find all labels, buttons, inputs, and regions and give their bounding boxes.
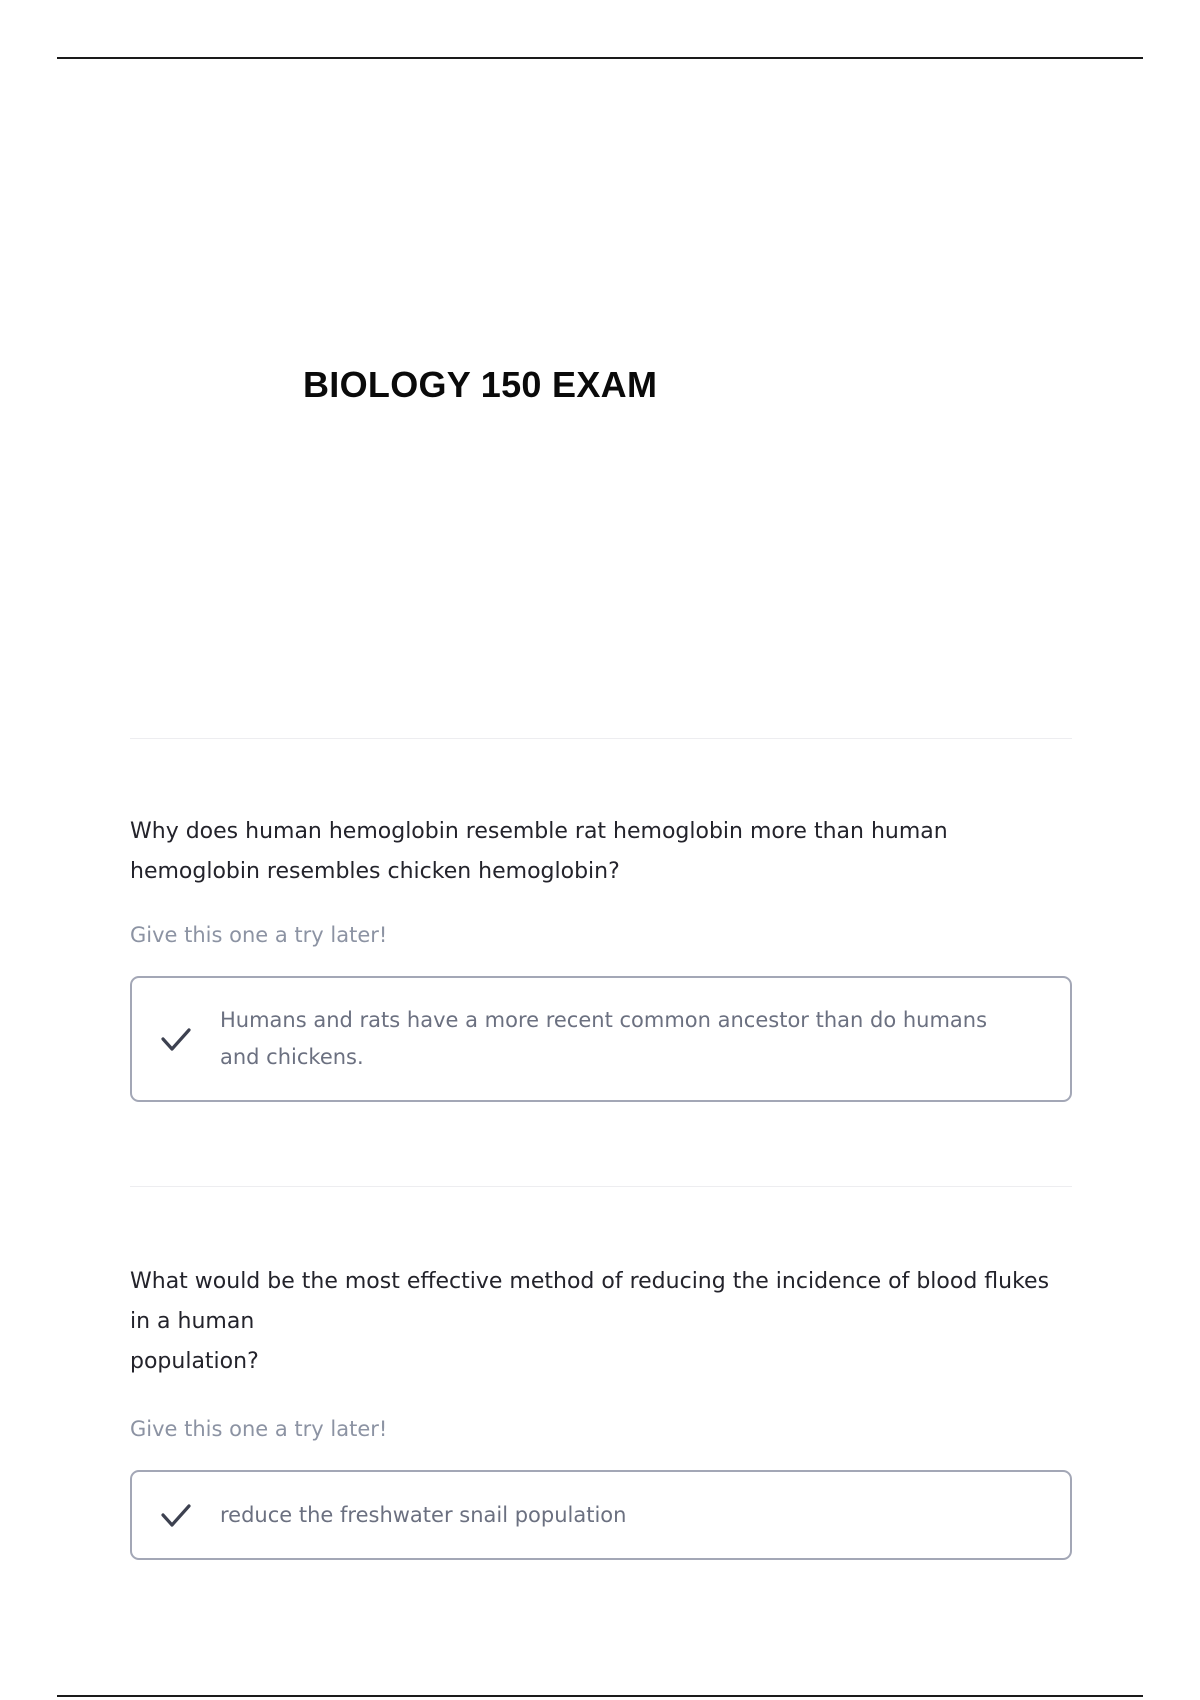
- bottom-rule: [57, 1695, 1143, 1697]
- answer-text: Humans and rats have a more recent common ancestor than do humans and chickens.: [220, 1008, 988, 1069]
- answer-text: reduce the freshwater snail population: [220, 1502, 627, 1527]
- question-prompt: Why does human hemoglobin resemble rat hemoglobin more than human hemoglobin resembles chicken hemoglobin?: [130, 819, 948, 884]
- question-card-2: [130, 1262, 1072, 1560]
- section-divider: [130, 1186, 1072, 1187]
- answer-option[interactable]: [130, 1470, 1072, 1560]
- question-card-1: [130, 812, 1072, 1102]
- check-icon: [158, 1497, 194, 1533]
- top-rule: [57, 57, 1143, 59]
- page-title: BIOLOGY 150 EXAM: [303, 364, 658, 405]
- try-later-hint: Give this one a try later!: [130, 923, 388, 947]
- question-prompt: What would be the most effective method of reducing the incidence of blood flukes in a human population?: [130, 1269, 1050, 1374]
- section-divider: [130, 738, 1072, 739]
- answer-option[interactable]: [130, 976, 1072, 1102]
- try-later-hint: Give this one a try later!: [130, 1417, 388, 1441]
- check-icon: [158, 1021, 194, 1057]
